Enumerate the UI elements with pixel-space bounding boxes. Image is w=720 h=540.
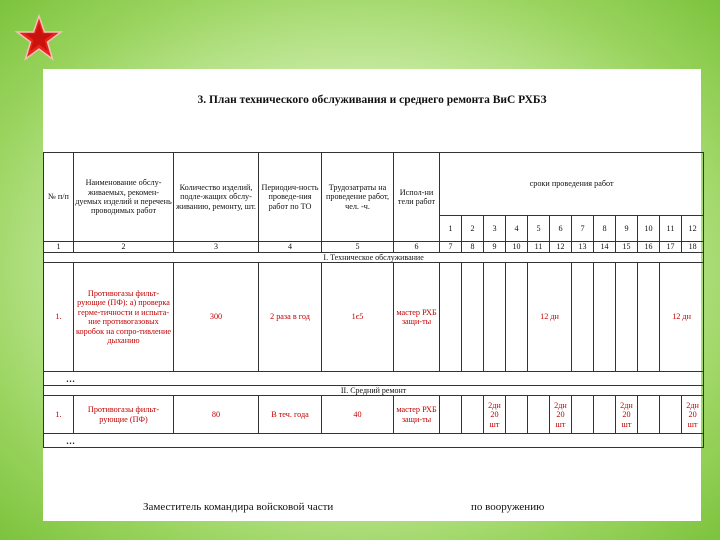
table-row <box>44 263 704 372</box>
header-qty: Количество изделий, подле-жащих обслу-живанию, ремонту, шт. <box>174 153 259 242</box>
column-number-row <box>44 242 704 253</box>
col-number: 5 <box>322 242 394 253</box>
row-labor: 1є5 <box>322 263 394 372</box>
month-cell: 7 <box>572 216 594 242</box>
month-cell: 6 <box>550 216 572 242</box>
ellipsis-row <box>44 372 704 386</box>
section-row <box>44 386 704 396</box>
row-qty: 300 <box>174 263 259 372</box>
row-period: 2 раза в год <box>259 263 322 372</box>
col-number: 11 <box>528 242 550 253</box>
col-number: 16 <box>638 242 660 253</box>
month-cell: 2 <box>462 216 484 242</box>
month-cell: 1 <box>440 216 462 242</box>
schedule-mark: 2дн 20 шт <box>550 396 572 434</box>
schedule-mark: 2дн 20 шт <box>484 396 506 434</box>
row-num: 1. <box>44 263 74 372</box>
header-exec: Испол-ни тели работ <box>394 153 440 242</box>
row-name: Противогазы фильт-рующие (ПФ) <box>74 396 174 434</box>
section-row <box>44 253 704 263</box>
col-number: 4 <box>259 242 322 253</box>
signature-position: Заместитель командира войсковой части <box>143 501 334 513</box>
signature-department: по вооружению <box>471 501 545 513</box>
month-cell: 8 <box>594 216 616 242</box>
col-number: 1 <box>44 242 74 253</box>
col-number: 7 <box>440 242 462 253</box>
document-page <box>43 69 701 521</box>
schedule-mark: 2дн 20 шт <box>682 396 704 434</box>
month-cell: 12 <box>682 216 704 242</box>
col-number: 15 <box>616 242 638 253</box>
row-qty: 80 <box>174 396 259 434</box>
col-number: 10 <box>506 242 528 253</box>
table-row <box>44 396 704 434</box>
month-cell: 5 <box>528 216 550 242</box>
ellipsis: … <box>44 372 704 386</box>
header-row <box>44 153 704 216</box>
col-number: 9 <box>484 242 506 253</box>
col-number: 13 <box>572 242 594 253</box>
ellipsis: … <box>44 434 704 448</box>
row-exec: мастер РХБ защи-ты <box>394 263 440 372</box>
month-cell: 9 <box>616 216 638 242</box>
page-title: 3. План технического обслуживания и среднего ремонта ВиС РХБЗ <box>197 94 547 106</box>
month-cell: 10 <box>638 216 660 242</box>
col-number: 12 <box>550 242 572 253</box>
col-number: 2 <box>74 242 174 253</box>
section-title: I. Техническое обслуживание <box>44 253 704 263</box>
row-name: Противогазы фильт-рующие (ПФ): а) проверка герме-тичности и испыта-ние противогазовых коробок на сопро-тивление дыханию <box>74 263 174 372</box>
header-labor: Трудозатраты на проведение работ, чел. -ч. <box>322 153 394 242</box>
col-number: 18 <box>682 242 704 253</box>
header-period: Периодич-ность проведе-ния работ по ТО <box>259 153 322 242</box>
red-star-icon <box>14 14 64 64</box>
row-labor: 40 <box>322 396 394 434</box>
row-period: В теч. года <box>259 396 322 434</box>
ellipsis-row <box>44 434 704 448</box>
section-title: II. Средний ремонт <box>44 386 704 396</box>
row-num: 1. <box>44 396 74 434</box>
schedule-mark: 2дн 20 шт <box>616 396 638 434</box>
row-exec: мастер РХБ защи-ты <box>394 396 440 434</box>
col-number: 14 <box>594 242 616 253</box>
schedule-mark: 12 дн <box>528 263 572 372</box>
header-terms: сроки проведения работ <box>440 153 704 216</box>
col-number: 3 <box>174 242 259 253</box>
header-num: № п/п <box>44 153 74 242</box>
col-number: 6 <box>394 242 440 253</box>
col-number: 8 <box>462 242 484 253</box>
schedule-mark: 12 дн <box>660 263 704 372</box>
month-cell: 3 <box>484 216 506 242</box>
header-name: Наименование обслу-живаемых, рекомен-дуемых изделий и перечень проводимых работ <box>74 153 174 242</box>
maintenance-plan-table <box>43 152 704 448</box>
col-number: 17 <box>660 242 682 253</box>
month-cell: 4 <box>506 216 528 242</box>
month-cell: 11 <box>660 216 682 242</box>
